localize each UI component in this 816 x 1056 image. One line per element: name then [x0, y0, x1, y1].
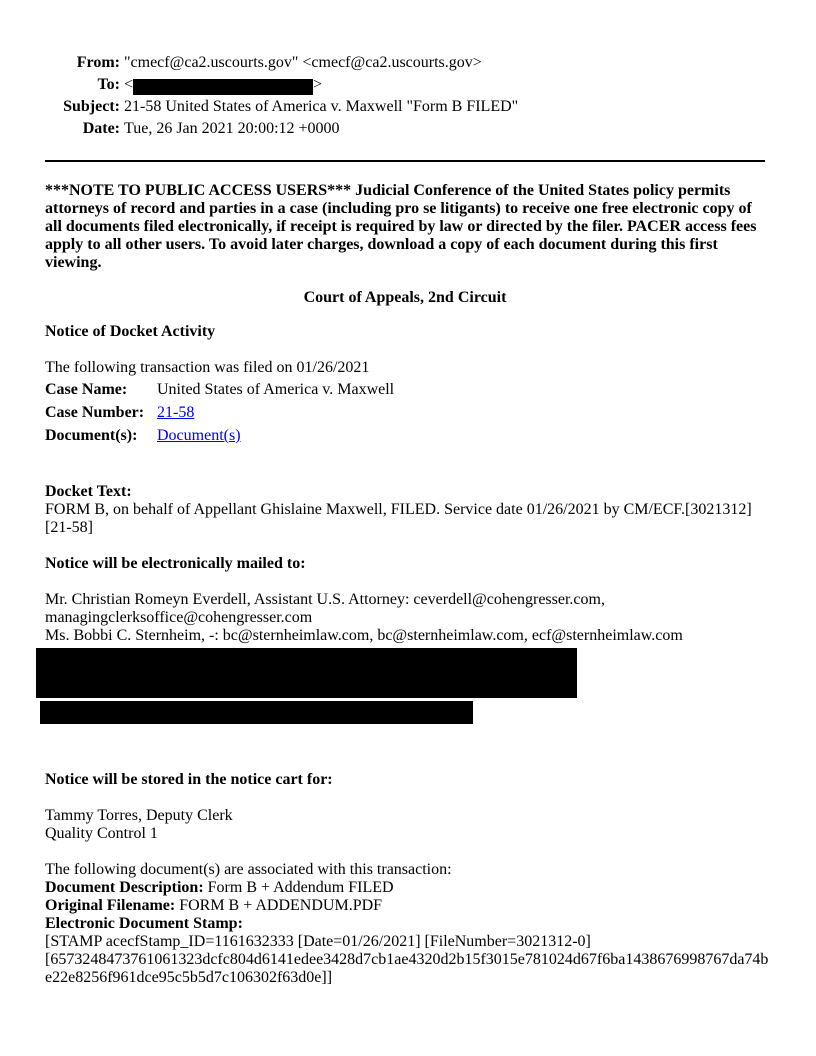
to-open: < [124, 76, 134, 93]
document-stamp-line: [STAMP acecfStamp_ID=1161632333 [Date=01/26/2021] [FileNumber=3021312-0] [45, 933, 591, 950]
original-filename [45, 897, 382, 915]
from-label: From: [76, 54, 120, 71]
document-stamp-label: Electronic Document Stamp: [45, 915, 243, 932]
from-value: "cmecf@ca2.uscourts.gov" <cmecf@ca2.uscourts.gov> [124, 54, 482, 71]
mailed-recipient-2: Ms. Bobbi C. Sternheim, -: bc@sternheimlaw.com, bc@sternheimlaw.com, ecf@sternheimlaw.com [45, 627, 683, 644]
subject-label: Subject: [63, 98, 120, 115]
public-access-note: ***NOTE TO PUBLIC ACCESS USERS*** Judicial Conference of the United States policy permits attorneys of record and parties in a case (including pro se litigants) to receive one free electronic copy of all documents filed electronically, if receipt is required by law or directed by the filer. PACER access fees apply to all other users. To avoid later charges, download a copy of each document during this first viewing. [45, 182, 757, 271]
case-info-table [41, 379, 398, 448]
document-stamp-hash: [6573248473761061323dcfc804d6141edee3428d7cb1ae4320d2b15f3015e781024d67f6ba1438676998767da74be22e8256f961dce95c5b5d7c106302f63d0e]] [45, 951, 769, 986]
notice-cart-line-1: Tammy Torres, Deputy Clerk [45, 807, 233, 824]
to-redaction [133, 79, 313, 95]
transaction-line: The following transaction was filed on 01/26/2021 [45, 359, 370, 376]
document-description-value: Form B + Addendum FILED [207, 879, 394, 896]
documents-row [41, 425, 398, 448]
case-number-row [41, 402, 398, 425]
mailed-recipient-1: Mr. Christian Romeyn Everdell, Assistant U.S. Attorney: ceverdell@cohengresser.com, managingclerksoffice@cohengresser.com [45, 591, 605, 626]
case-name-row [41, 379, 398, 402]
header-divider [45, 160, 765, 162]
case-name-label: Case Name: [45, 381, 128, 398]
case-name-value: United States of America v. Maxwell [157, 381, 395, 398]
subject-value: 21-58 United States of America v. Maxwell "Form B FILED" [124, 98, 519, 115]
associated-docs-intro: The following document(s) are associated with this transaction: [45, 861, 452, 878]
original-filename-label: Original Filename: [45, 897, 176, 914]
case-number-link[interactable]: 21-58 [157, 404, 195, 421]
recipient-redaction-2 [40, 701, 473, 724]
notice-title: Notice of Docket Activity [45, 323, 216, 340]
case-number-label: Case Number: [45, 404, 145, 421]
date-label: Date: [82, 120, 120, 137]
original-filename-value: FORM B + ADDENDUM.PDF [179, 897, 383, 914]
court-title: Court of Appeals, 2nd Circuit [303, 289, 507, 306]
to-label: To: [97, 76, 120, 93]
mailed-to-label: Notice will be electronically mailed to: [45, 555, 306, 572]
documents-link[interactable]: Document(s) [157, 427, 241, 444]
to-close: > [313, 76, 323, 93]
subject-row [45, 98, 518, 120]
notice-cart-label: Notice will be stored in the notice cart for: [45, 771, 333, 788]
documents-label: Document(s): [45, 427, 138, 444]
to-row [45, 76, 518, 98]
document-description [45, 879, 394, 897]
date-value: Tue, 26 Jan 2021 20:00:12 +0000 [124, 120, 340, 137]
docket-text: FORM B, on behalf of Appellant Ghislaine Maxwell, FILED. Service date 01/26/2021 by CM/ECF.[3021312] [21-58] [45, 501, 752, 536]
docket-text-label: Docket Text: [45, 483, 132, 500]
recipient-redaction-1 [36, 648, 577, 698]
notice-cart-line-2: Quality Control 1 [45, 825, 158, 842]
email-header [45, 54, 518, 142]
date-row [45, 120, 518, 142]
from-row [45, 54, 518, 76]
document-description-label: Document Description: [45, 879, 204, 896]
